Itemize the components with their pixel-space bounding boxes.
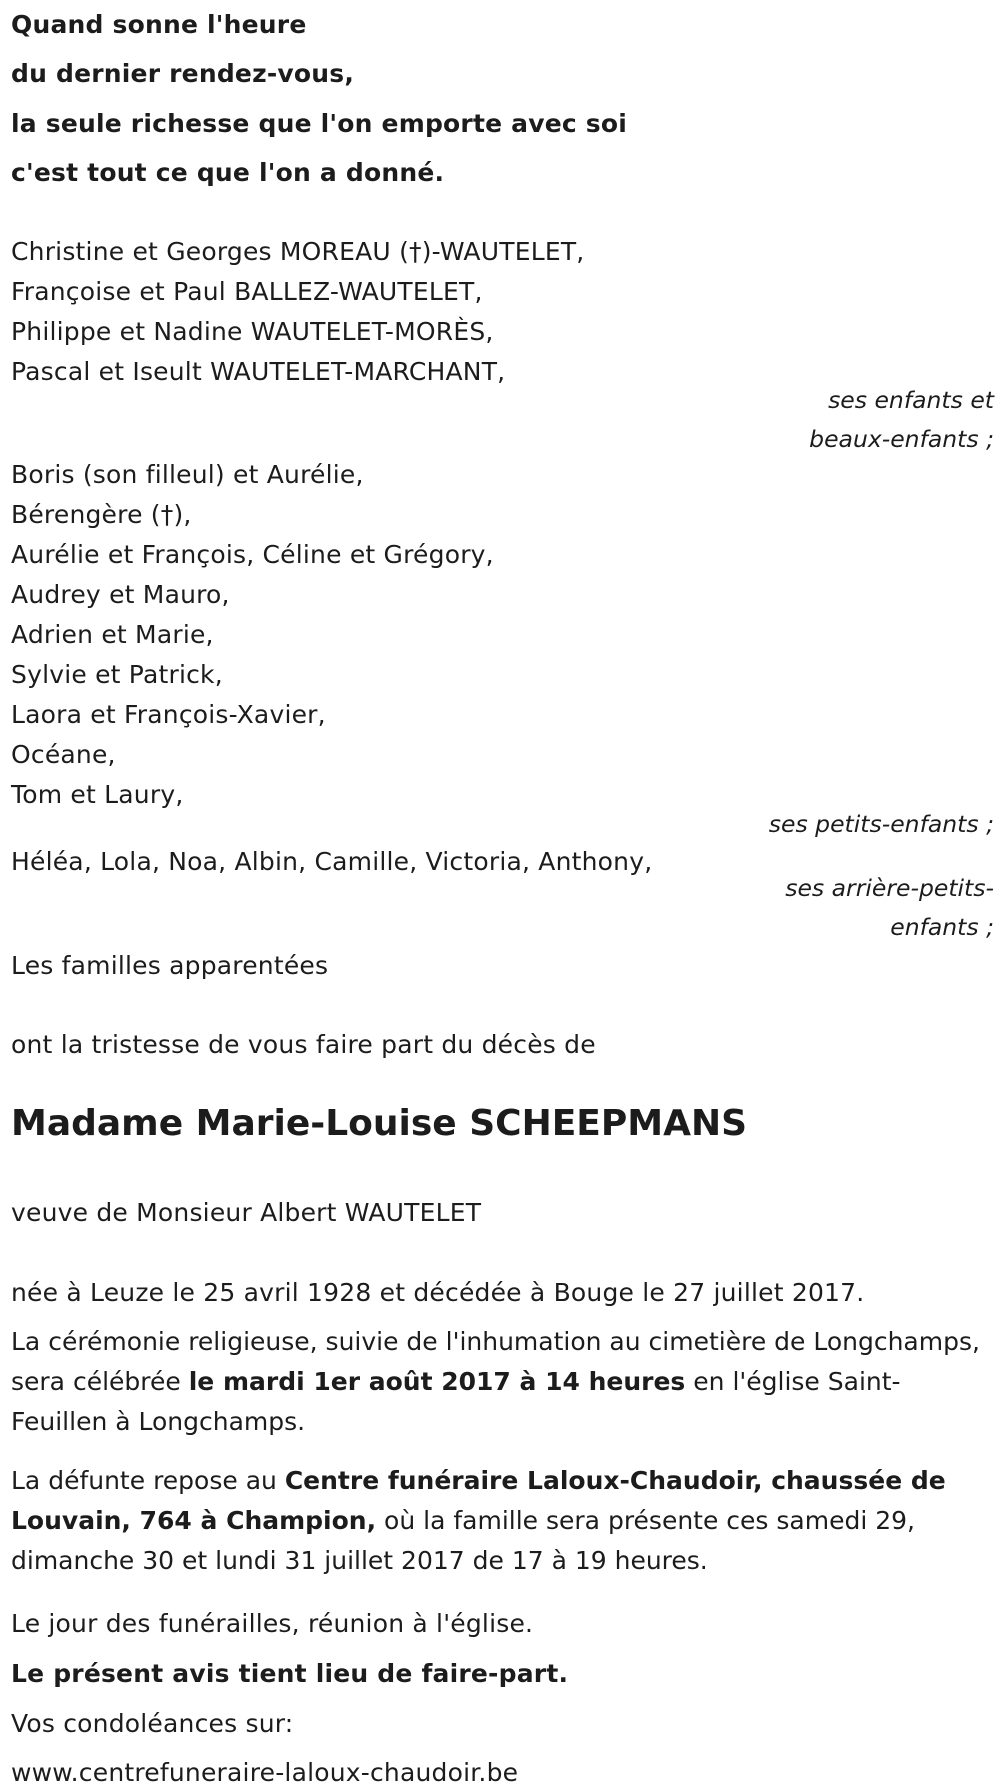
family-line: Christine et Georges MOREAU (†)-WAUTELET,: [11, 237, 585, 266]
family-line: Océane,: [11, 740, 116, 769]
relation-label: beaux-enfants ;: [809, 425, 994, 453]
ceremony-text: en l'église Saint-Feuillen à Longchamps.: [11, 1367, 901, 1436]
family-line: Aurélie et François, Céline et Grégory,: [11, 540, 494, 569]
family-line: Héléa, Lola, Noa, Albin, Camille, Victoria, Anthony,: [11, 847, 653, 876]
verse-line: Quand sonne l'heure: [11, 10, 307, 39]
widow-line: veuve de Monsieur Albert WAUTELET: [11, 1198, 482, 1227]
announcement-line: ont la tristesse de vous faire part du décès de: [11, 1030, 596, 1059]
notice-line: Le présent avis tient lieu de faire-part.: [11, 1659, 569, 1688]
family-line: Bérengère (†),: [11, 500, 192, 529]
repose-location: Centre funéraire Laloux-Chaudoir, chaussée de Louvain, 764 à Champion,: [11, 1466, 946, 1535]
relation-label: ses arrière-petits-: [785, 874, 994, 902]
verse-line: la seule richesse que l'on emporte avec soi: [11, 109, 628, 138]
repose-text: La défunte repose au: [11, 1466, 285, 1495]
ceremony-text: La cérémonie religieuse, suivie de l'inhumation au cimetière de Longchamps, sera célébrée: [11, 1327, 980, 1396]
ceremony-paragraph: [11, 1322, 996, 1442]
family-line: Philippe et Nadine WAUTELET-MORÈS,: [11, 317, 494, 346]
website-link[interactable]: www.centrefuneraire-laloux-chaudoir.be: [11, 1758, 519, 1787]
deceased-name: Madame Marie-Louise SCHEEPMANS: [11, 1103, 748, 1144]
relation-label: ses petits-enfants ;: [768, 810, 994, 838]
verse-line: du dernier rendez-vous,: [11, 59, 355, 88]
condolences-label: Vos condoléances sur:: [11, 1709, 294, 1738]
verse-line: c'est tout ce que l'on a donné.: [11, 158, 445, 187]
family-line: Tom et Laury,: [11, 780, 184, 809]
family-line: Françoise et Paul BALLEZ-WAUTELET,: [11, 277, 483, 306]
family-line: Adrien et Marie,: [11, 620, 214, 649]
families-line: Les familles apparentées: [11, 951, 329, 980]
family-line: Pascal et Iseult WAUTELET-MARCHANT,: [11, 357, 506, 386]
family-line: Boris (son filleul) et Aurélie,: [11, 460, 364, 489]
repose-paragraph: [11, 1461, 996, 1581]
family-line: Sylvie et Patrick,: [11, 660, 223, 689]
relation-label: enfants ;: [890, 913, 994, 941]
relation-label: ses enfants et: [828, 386, 994, 414]
meeting-line: Le jour des funérailles, réunion à l'église.: [11, 1609, 534, 1638]
birth-death-line: née à Leuze le 25 avril 1928 et décédée à Bouge le 27 juillet 2017.: [11, 1278, 865, 1307]
repose-text: où la famille sera présente ces samedi 29, dimanche 30 et lundi 31 juillet 2017 de 17 à 19 heures.: [11, 1506, 916, 1575]
family-line: Laora et François-Xavier,: [11, 700, 326, 729]
ceremony-date: le mardi 1er août 2017 à 14 heures: [188, 1367, 686, 1396]
family-line: Audrey et Mauro,: [11, 580, 230, 609]
